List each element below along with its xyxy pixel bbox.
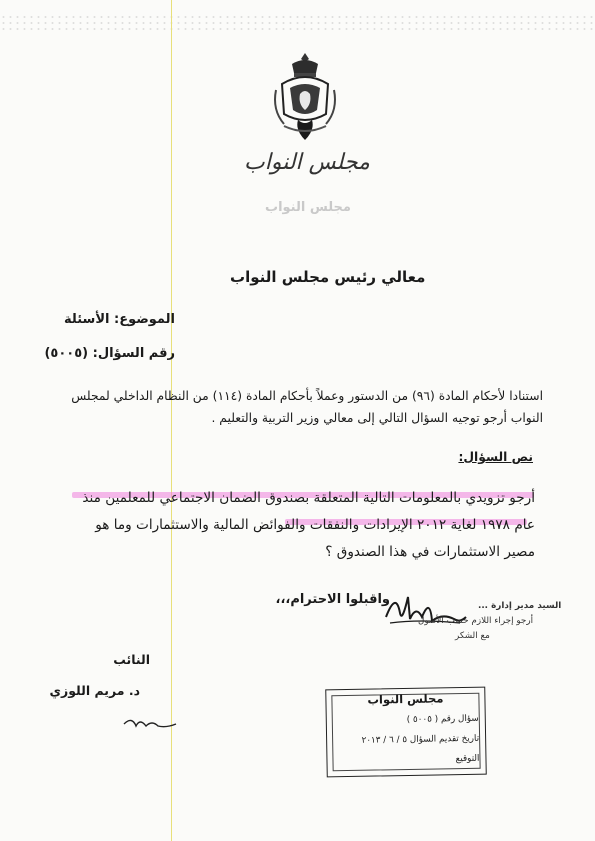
top-dotted-band [0,14,595,30]
question-heading: نص السؤال: [458,450,533,464]
side-note-line2: أرجو إجراء اللازم حسب الأصول [418,616,534,626]
addressee: معالي رئيس مجلس النواب [230,268,426,286]
stamp-line2: تاريخ تقديم السؤال ٥ / ٦ / ٢٠١٣ [361,733,480,746]
stamp-line1: سؤال رقم ( ٥٠٠٥ ) [406,713,479,725]
question-text: أرجو تزويدي بالمعلومات التالية المتعلقة بصندوق الضمان الاجتماعي للمعلمين منذ عام ١٩٧٨ لغاية ٢٠١٢ الإيرادات والنفقات والفوائض المالية والاستثمارات وما هو مصير الاستثمارات في هذا الصندوق ؟ [82,490,535,560]
ghost-text: مجلس النواب [265,200,351,215]
signatory-name: د. مريم اللوزي [49,683,140,698]
stamp-line3: التوقيع [455,753,480,765]
preamble-paragraph: استنادا لأحكام المادة (٩٦) من الدستور وعملاً بأحكام المادة (١١٤) من النظام الداخلي لمجلس النواب أرجو توجيه السؤال التالي إلى معالي وزير التربية والتعليم . [71,389,543,425]
handwritten-signature-2 [120,712,180,732]
closing-line: واقبلوا الاحترام،،، [275,592,390,607]
registry-stamp [325,687,487,778]
council-logo: مجلس النواب [244,150,370,175]
side-note-line3: مع الشكر [455,631,490,641]
subject-line: الموضوع: الأسئلة [64,312,175,327]
signatory-title: النائب [113,652,150,667]
question-number: رقم السؤال: (٥٠٠٥) [44,346,175,361]
side-note-line1: السيد مدير إدارة ... [478,601,562,611]
royal-crown-emblem-icon [270,50,340,150]
stamp-title: مجلس النواب [367,691,444,707]
